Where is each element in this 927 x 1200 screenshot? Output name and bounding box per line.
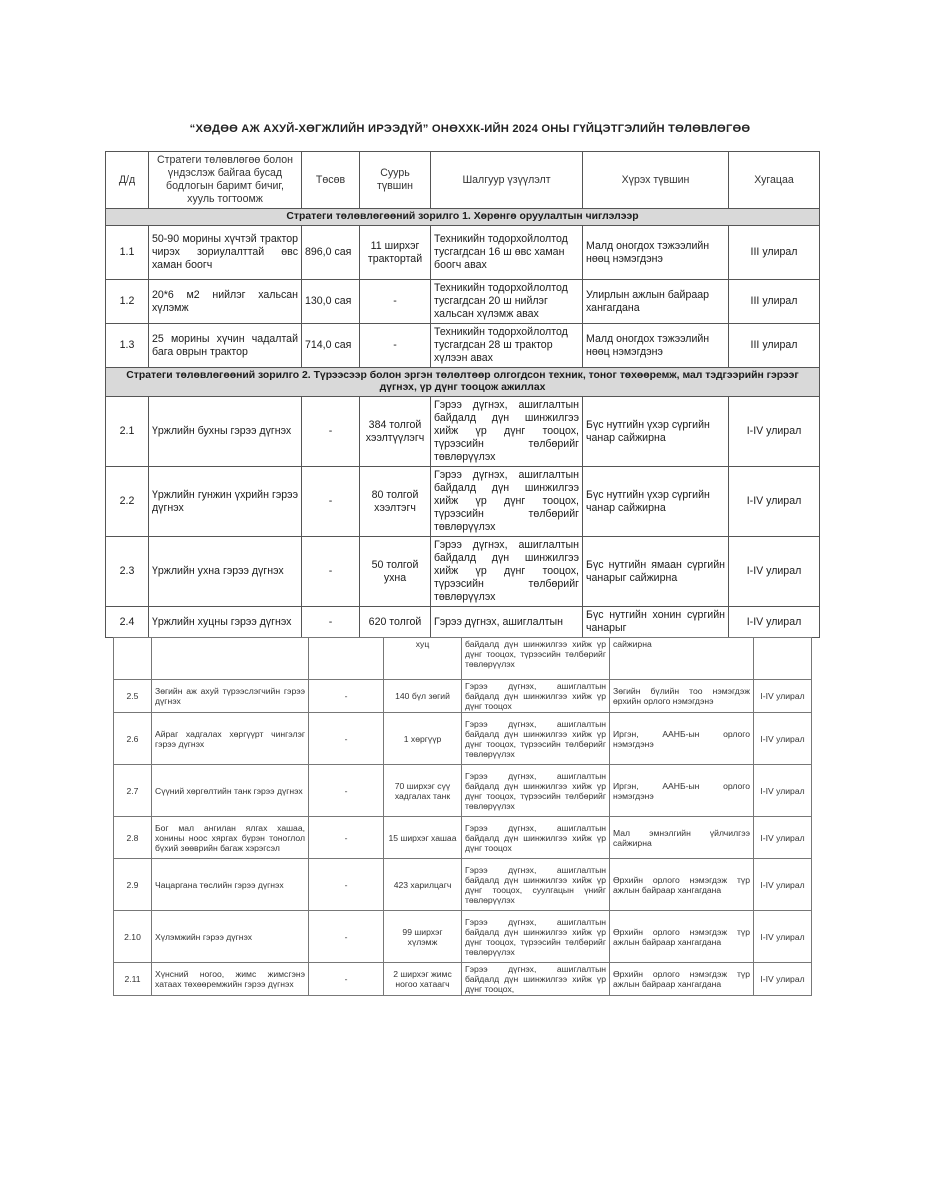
cell-num: 2.8 bbox=[114, 817, 152, 859]
cell-target: Өрхийн орлого нэмэгдэж түр ажлын байраар хангагдана bbox=[610, 859, 754, 911]
cell-deadline: I-IV улирал bbox=[729, 537, 820, 607]
cell-baseline: 99 ширхэг хүлэмж bbox=[384, 911, 462, 963]
cell-baseline: 50 толгой ухна bbox=[360, 537, 431, 607]
cell-deadline: I-IV улирал bbox=[729, 467, 820, 537]
cell-num: 2.1 bbox=[106, 397, 149, 467]
cell-strategy bbox=[152, 638, 309, 680]
cell-num: 2.9 bbox=[114, 859, 152, 911]
cell-target: Улирлын ажлын байраар хангагдана bbox=[583, 280, 729, 324]
header-target: Хүрэх түвшин bbox=[583, 152, 729, 209]
cell-deadline: I-IV улирал bbox=[754, 859, 812, 911]
cell-num: 2.5 bbox=[114, 680, 152, 713]
table-row bbox=[114, 680, 812, 713]
cell-budget: 130,0 сая bbox=[302, 280, 360, 324]
cell-deadline: III улирал bbox=[729, 226, 820, 280]
cell-strategy: Үржлийн гунжин үхрийн гэрээ дүгнэх bbox=[149, 467, 302, 537]
cell-deadline: I-IV улирал bbox=[754, 713, 812, 765]
cell-budget: - bbox=[302, 467, 360, 537]
cell-strategy: 25 морины хүчин чадалтай бага оврын трактор bbox=[149, 324, 302, 368]
cell-baseline: 140 бүл зөгий bbox=[384, 680, 462, 713]
cell-budget: - bbox=[302, 607, 360, 638]
cell-baseline: 11 ширхэг трактортай bbox=[360, 226, 431, 280]
table-row bbox=[106, 397, 820, 467]
cell-deadline: I-IV улирал bbox=[729, 397, 820, 467]
cell-baseline: 2 ширхэг жимс ногоо хатаагч bbox=[384, 963, 462, 996]
cell-num: 2.3 bbox=[106, 537, 149, 607]
header-row bbox=[106, 152, 820, 209]
cell-strategy: Бог мал ангилан ялгах хашаа, хонины ноос хяргах бүрэн тоноглол бүхий зөөврийн багаж хэрэгсэл bbox=[152, 817, 309, 859]
cell-criteria: Техникийн тодорхойлолтод тусгагдсан 20 ш нийлэг хальсан хүлэмж авах bbox=[431, 280, 583, 324]
cell-deadline: I-IV улирал bbox=[754, 765, 812, 817]
table-row bbox=[106, 467, 820, 537]
cell-criteria: Гэрээ дүгнэх, ашиглалтын байдалд дүн шинжилгээ хийж үр дүнг тооцох, түрээсийн төлбөрийг төвлөрүүлэх bbox=[431, 397, 583, 467]
cell-target: Бүс нутгийн үхэр сүргийн чанар сайжирна bbox=[583, 467, 729, 537]
cell-baseline: 70 ширхэг сүү хадгалах танк bbox=[384, 765, 462, 817]
cell-deadline: I-IV улирал bbox=[754, 963, 812, 996]
continuation-row bbox=[114, 638, 812, 680]
cell-num: 1.3 bbox=[106, 324, 149, 368]
cell-deadline: I-IV улирал bbox=[754, 817, 812, 859]
cell-budget: - bbox=[309, 765, 384, 817]
cell-num: 2.10 bbox=[114, 911, 152, 963]
cell-target: Иргэн, ААНБ-ын орлого нэмэгдэнэ bbox=[610, 713, 754, 765]
cell-strategy: 20*6 м2 нийлэг хальсан хүлэмж bbox=[149, 280, 302, 324]
cell-criteria: Гэрээ дүгнэх, ашиглалтын байдалд дүн шинжилгээ хийж үр дүнг тооцох, түрээсийн төлбөрийг төвлөрүүлэх bbox=[431, 537, 583, 607]
cell-target: Мал эмнэлгийн үйлчилгээ сайжирна bbox=[610, 817, 754, 859]
cell-target: Малд оногдох тэжээлийн нөөц нэмэгдэнэ bbox=[583, 324, 729, 368]
cell-budget: - bbox=[309, 713, 384, 765]
cell-num: 1.2 bbox=[106, 280, 149, 324]
table-row bbox=[106, 537, 820, 607]
cell-budget: - bbox=[309, 963, 384, 996]
cell-criteria: Гэрээ дүгнэх, ашиглалтын байдалд дүн шинжилгээ хийж үр дүнг тооцох, түрээсийн төлбөрийг төвлөрүүлэх bbox=[462, 765, 610, 817]
table-row bbox=[114, 963, 812, 996]
cell-num bbox=[114, 638, 152, 680]
cell-num: 2.4 bbox=[106, 607, 149, 638]
cell-target: Бүс нутгийн үхэр сүргийн чанар сайжирна bbox=[583, 397, 729, 467]
cell-baseline: - bbox=[360, 280, 431, 324]
cell-deadline: I-IV улирал bbox=[729, 607, 820, 638]
cell-deadline: III улирал bbox=[729, 280, 820, 324]
cell-target: Өрхийн орлого нэмэгдэж түр ажлын байраар хангагдана bbox=[610, 911, 754, 963]
table-row bbox=[114, 859, 812, 911]
plan-table-page-1 bbox=[105, 151, 820, 638]
cell-strategy: 50-90 морины хүчтэй трактор чирэх зориулалттай өвс хаман боогч bbox=[149, 226, 302, 280]
cell-criteria: Гэрээ дүгнэх, ашиглалтын байдалд дүн шинжилгээ хийж үр дүнг тооцох, bbox=[462, 963, 610, 996]
header-num: Д/д bbox=[106, 152, 149, 209]
table-row bbox=[106, 324, 820, 368]
cell-budget: - bbox=[302, 397, 360, 467]
cell-baseline: 384 толгой хээлтүүлэгч bbox=[360, 397, 431, 467]
page-title: “ХӨДӨӨ АЖ АХУЙ-ХӨГЖЛИЙН ИРЭЭДҮЙ” ОНӨХХК-ИЙН 2024 ОНЫ ГҮЙЦЭТГЭЛИЙН ТӨЛӨВЛӨГӨӨ bbox=[189, 123, 751, 135]
table-row bbox=[114, 713, 812, 765]
cell-baseline: 15 ширхэг хашаа bbox=[384, 817, 462, 859]
cell-deadline: I-IV улирал bbox=[754, 911, 812, 963]
header-deadline: Хугацаа bbox=[729, 152, 820, 209]
section-goal-1: Стратеги төлөвлөгөөний зорилго 1. Хөрөнгө оруулалтын чиглэлээр bbox=[106, 209, 820, 226]
cell-target: сайжирна bbox=[610, 638, 754, 680]
cell-baseline: 80 толгой хээлтэгч bbox=[360, 467, 431, 537]
cell-num: 1.1 bbox=[106, 226, 149, 280]
cell-budget: - bbox=[309, 911, 384, 963]
cell-target: Малд оногдох тэжээлийн нөөц нэмэгдэнэ bbox=[583, 226, 729, 280]
cell-budget: - bbox=[309, 859, 384, 911]
cell-strategy: Айраг хадгалах хөргүүрт чингэлэг гэрээ дүгнэх bbox=[152, 713, 309, 765]
cell-target: Иргэн, ААНБ-ын орлого нэмэгдэнэ bbox=[610, 765, 754, 817]
cell-strategy: Зөгийн аж ахуй түрээслэгчийн гэрээ дүгнэх bbox=[152, 680, 309, 713]
cell-target: Өрхийн орлого нэмэгдэж түр ажлын байраар хангагдана bbox=[610, 963, 754, 996]
cell-baseline: - bbox=[360, 324, 431, 368]
cell-budget: - bbox=[302, 537, 360, 607]
cell-deadline: I-IV улирал bbox=[754, 680, 812, 713]
table-row bbox=[114, 911, 812, 963]
cell-baseline: хуц bbox=[384, 638, 462, 680]
cell-criteria: Техникийн тодорхойлолтод тусгагдсан 28 ш трактор хүлээн авах bbox=[431, 324, 583, 368]
cell-strategy: Сүүний хөргөлтийн танк гэрээ дүгнэх bbox=[152, 765, 309, 817]
cell-criteria: Техникийн тодорхойлолтод тусгагдсан 16 ш өвс хаман боогч авах bbox=[431, 226, 583, 280]
cell-strategy: Чацаргана төслийн гэрээ дүгнэх bbox=[152, 859, 309, 911]
cell-num: 2.6 bbox=[114, 713, 152, 765]
cell-target: Бүс нутгийн хонин сүргийн чанарыг bbox=[583, 607, 729, 638]
cell-budget: - bbox=[309, 680, 384, 713]
cell-criteria: Гэрээ дүгнэх, ашиглалтын байдалд дүн шинжилгээ хийж үр дүнг тооцох bbox=[462, 817, 610, 859]
table-row bbox=[106, 280, 820, 324]
cell-strategy: Үржлийн ухна гэрээ дүгнэх bbox=[149, 537, 302, 607]
header-criteria: Шалгуур үзүүлэлт bbox=[431, 152, 583, 209]
cell-strategy: Үржлийн бухны гэрээ дүгнэх bbox=[149, 397, 302, 467]
cell-budget: - bbox=[309, 817, 384, 859]
cell-num: 2.11 bbox=[114, 963, 152, 996]
cell-criteria: байдалд дүн шинжилгээ хийж үр дүнг тооцох, түрээсийн төлбөрийг төвлөрүүлэх bbox=[462, 638, 610, 680]
cell-budget: 896,0 сая bbox=[302, 226, 360, 280]
table-row bbox=[106, 607, 820, 638]
table-row bbox=[106, 226, 820, 280]
cell-criteria: Гэрээ дүгнэх, ашиглалтын байдалд дүн шинжилгээ хийж үр дүнг тооцох, түрээсийн төлбөрийг төвлөрүүлэх bbox=[462, 713, 610, 765]
cell-baseline: 423 харилцагч bbox=[384, 859, 462, 911]
cell-strategy: Үржлийн хуцны гэрээ дүгнэх bbox=[149, 607, 302, 638]
cell-deadline bbox=[754, 638, 812, 680]
cell-baseline: 620 толгой bbox=[360, 607, 431, 638]
cell-strategy: Хүнсний ногоо, жимс жимсгэнэ хатаах төхөөремжийн гэрээ дүгнэх bbox=[152, 963, 309, 996]
cell-criteria: Гэрээ дүгнэх, ашиглалтын bbox=[431, 607, 583, 638]
cell-num: 2.7 bbox=[114, 765, 152, 817]
cell-baseline: 1 хөргүүр bbox=[384, 713, 462, 765]
cell-num: 2.2 bbox=[106, 467, 149, 537]
header-strategy: Стратеги төлөвлөгөө болон үндэслэж байгаа бусад бодлогын баримт бичиг, хууль тогтоомж bbox=[149, 152, 302, 209]
plan-table-page-2 bbox=[113, 637, 812, 996]
section-goal-2: Стратеги төлөвлөгөөний зорилго 2. Түрээсээр болон эргэн төлөлтөөр олгогдсон техник, тоног төхөөремж, мал тэдгээрийн гэрээг дүгнэх, үр дүнг тооцож ажиллах bbox=[106, 368, 820, 397]
cell-target: Бүс нутгийн ямаан сүргийн чанарыг сайжирна bbox=[583, 537, 729, 607]
cell-target: Зөгийн бүлийн тоо нэмэгдэж өрхийн орлого нэмэгдэнэ bbox=[610, 680, 754, 713]
section-row bbox=[106, 209, 820, 226]
table-row bbox=[114, 765, 812, 817]
section-row bbox=[106, 368, 820, 397]
cell-criteria: Гэрээ дүгнэх, ашиглалтын байдалд дүн шинжилгээ хийж үр дүнг тооцох, түрээсийн төлбөрийг төвлөрүүлэх bbox=[431, 467, 583, 537]
cell-budget: 714,0 сая bbox=[302, 324, 360, 368]
cell-budget bbox=[309, 638, 384, 680]
header-budget: Төсөв bbox=[302, 152, 360, 209]
cell-criteria: Гэрээ дүгнэх, ашиглалтын байдалд дүн шинжилгээ хийж үр дүнг тооцох, түрээсийн төлбөрийг төвлөрүүлэх bbox=[462, 911, 610, 963]
cell-criteria: Гэрээ дүгнэх, ашиглалтын байдалд дүн шинжилгээ хийж үр дүнг тооцох bbox=[462, 680, 610, 713]
table-row bbox=[114, 817, 812, 859]
cell-strategy: Хүлэмжийн гэрээ дүгнэх bbox=[152, 911, 309, 963]
cell-deadline: III улирал bbox=[729, 324, 820, 368]
cell-criteria: Гэрээ дүгнэх, ашиглалтын байдалд дүн шинжилгээ хийж үр дүнг тооцох, суулгацын үнийг төвлөрүүлэх bbox=[462, 859, 610, 911]
header-baseline: Суурь түвшин bbox=[360, 152, 431, 209]
